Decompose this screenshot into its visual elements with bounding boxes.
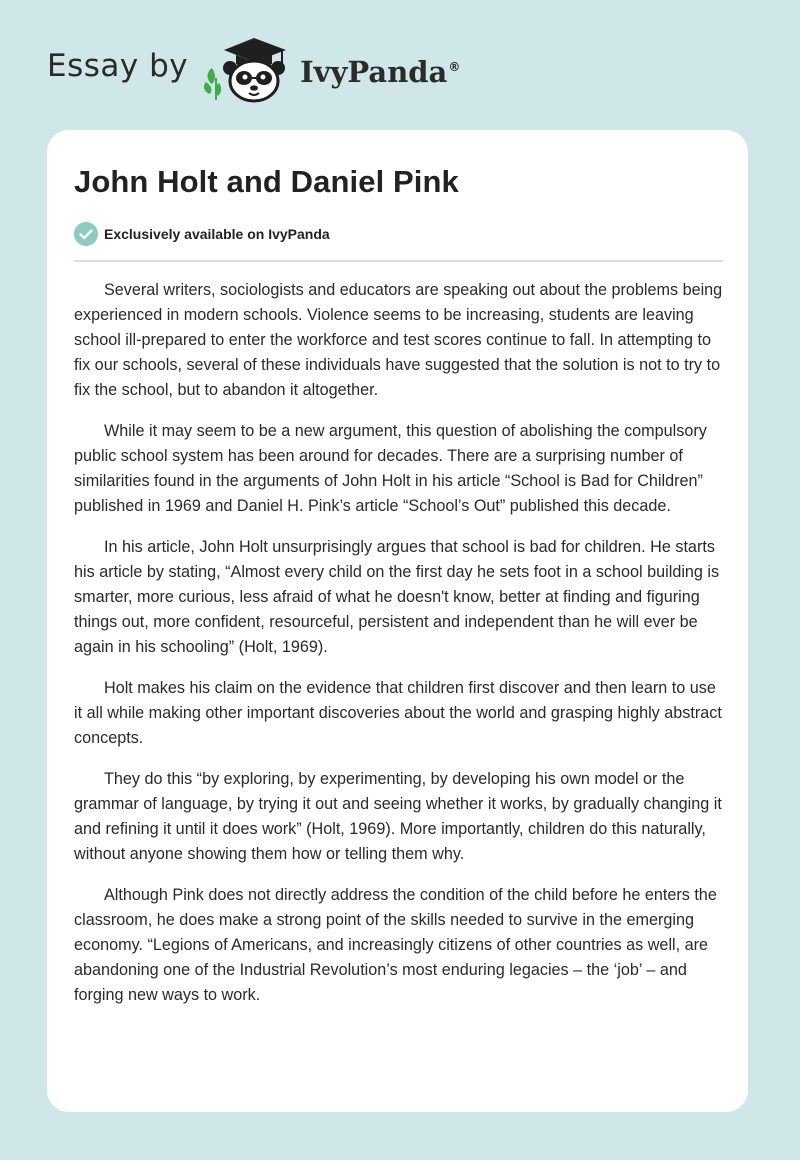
- essay-paragraph: Although Pink does not directly address the condition of the child before he enters the classroom, he does make a strong point of the skills needed to survive in the emerging economy. “Legions of Americans, and increasingly citizens of other countries as well, are abandoning one of the Industrial Revolution’s most enduring legacies – the ‘job’ – and forging new ways to work.: [74, 886, 717, 1004]
- check-circle-icon: [74, 222, 98, 246]
- brand-header[interactable]: [47, 34, 460, 104]
- exclusive-badge: [74, 222, 330, 246]
- exclusive-badge-label: Exclusively available on IvyPanda: [104, 226, 330, 242]
- essay-paragraph: Holt makes his claim on the evidence that children first discover and then learn to use it all while making other important discoveries about the world and grasping highly abstract concepts.: [74, 679, 722, 747]
- essay-paragraph: They do this “by exploring, by experimenting, by developing his own model or the grammar of language, by trying it out and seeing whether it works, by gradually changing it and refining it until it does work” (Holt, 1969). More importantly, children do this naturally, without anyone showing them how or telling them why.: [74, 770, 722, 863]
- essay-card: [47, 130, 748, 1112]
- panda-logo-icon: [202, 34, 294, 104]
- essay-paragraph: Several writers, sociologists and educators are speaking out about the problems being experienced in modern schools. Violence seems to be increasing, students are leaving school ill-prepared to enter the workforce and test scores continue to fall. In attempting to fix our schools, several of these individuals have suggested that the solution is not to try to fix the school, but to abandon it altogether.: [74, 281, 723, 399]
- brand-name: IvyPanda®: [300, 55, 461, 89]
- essay-paragraph: In his article, John Holt unsurprisingly argues that school is bad for children. He starts his article by stating, “Almost every child on the first day he sets foot in a school building is smarter, more curious, less afraid of what he doesn't know, better at finding and figuring things out, more confident, resourceful, persistent and independent than he will ever be again in his schooling” (Holt, 1969).: [74, 538, 720, 656]
- registered-mark: ®: [448, 60, 461, 75]
- brand-prefix: Essay by: [47, 48, 189, 84]
- essay-body: [74, 278, 726, 1024]
- essay-title: John Holt and Daniel Pink: [74, 164, 459, 199]
- essay-paragraph: While it may seem to be a new argument, this question of abolishing the compulsory public school system has been around for decades. There are a surprising number of similarities found in the arguments of John Holt in his article “School is Bad for Children” published in 1969 and Daniel H. Pink’s article “School’s Out” published this decade.: [74, 422, 707, 515]
- title-divider: [74, 260, 723, 262]
